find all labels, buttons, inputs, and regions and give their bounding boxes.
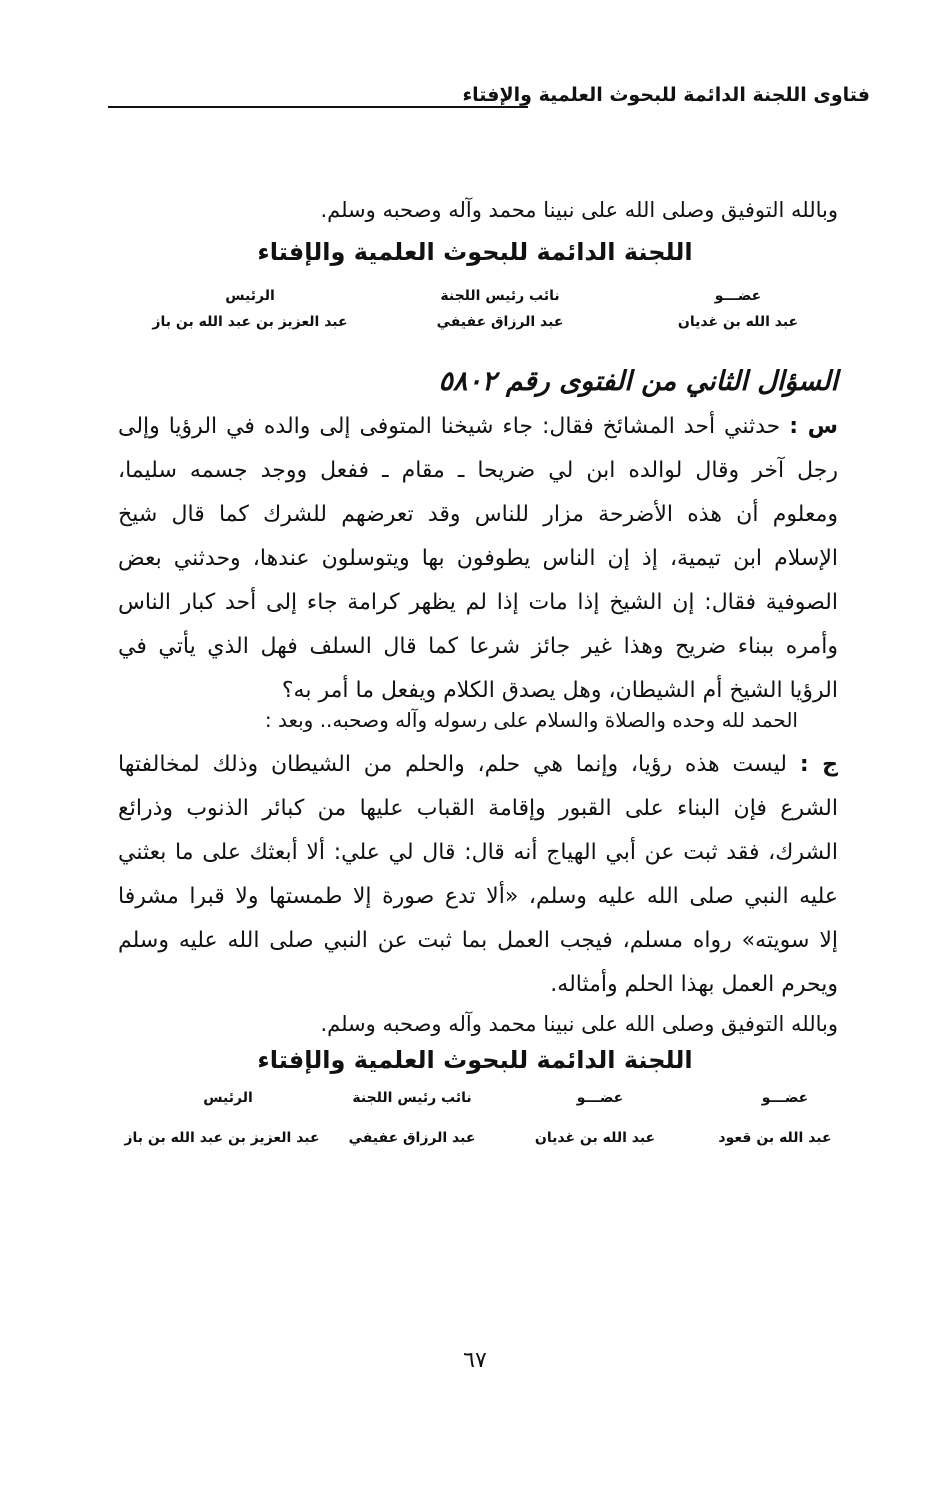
answer-line: عليه النبي صلى الله عليه وسلم، «ألا تدع صورة إلا طمستها ولا قبرا مشرفا	[118, 884, 838, 909]
closing-line: وبالله التوفيق وصلى الله على نبينا محمد وآله وصحبه وسلم.	[320, 1012, 838, 1036]
question-line: الإسلام ابن تيمية، إذ إن الناس يطوفون بها ويتوسلون عندها، وحدثني بعض	[118, 546, 838, 571]
question-line: وأمره ببناء ضريح وهذا غير جائز شرعا كما قال السلف فهل الذي يأتي في	[118, 634, 838, 659]
signatory-role: نائب رئيس اللجنة	[440, 288, 560, 304]
signatory-role: عضـــو	[761, 1090, 809, 1106]
answer-line: إلا سويته» رواه مسلم، فيجب العمل بما ثبت عن النبي صلى الله عليه وسلم	[118, 928, 838, 953]
answer-line: الشرك، فقد ثبت عن أبي الهياج أنه قال: قال لي علي: ألا أبعثك على ما بعثني	[118, 840, 838, 865]
committee-heading: اللجنة الدائمة للبحوث العلمية والإفتاء	[257, 1046, 693, 1074]
signatory-role: الرئيس	[225, 288, 275, 304]
answer-preface: الحمد لله وحده والصلاة والسلام على رسوله وآله وصحبه.. وبعد :	[264, 708, 798, 732]
signatory-role: الرئيس	[203, 1090, 253, 1106]
signatory-name: عبد الرزاق عفيفي	[436, 314, 564, 330]
signatory-role: عضـــو	[576, 1090, 624, 1106]
answer-line: ويحرم العمل بهذا الحلم وأمثاله.	[550, 972, 838, 997]
closing-line: وبالله التوفيق وصلى الله على نبينا محمد وآله وصحبه وسلم.	[320, 198, 838, 222]
question-line: ومعلوم أن هذه الأضرحة مزار للناس وقد تعرضهم للشرك كما قال شيخ	[118, 502, 838, 527]
question-line: الرؤيا الشيخ أم الشيطان، وهل يصدق الكلام ويفعل ما أمر به؟	[281, 678, 838, 703]
signatory-name: عبد الله بن قعود	[718, 1130, 832, 1146]
signatory-name: عبد الله بن غديان	[534, 1130, 656, 1146]
answer-body	[118, 708, 838, 998]
answer-line: الشرع فإن البناء على القبور وإقامة القباب عليها من كبائر الذنوب وذرائع	[118, 796, 838, 821]
committee-heading: اللجنة الدائمة للبحوث العلمية والإفتاء	[257, 238, 693, 266]
question-title: السؤال الثاني من الفتوى رقم ٥٨٠٢	[438, 366, 838, 397]
running-header	[108, 84, 870, 118]
page-number: ٦٧	[463, 1348, 487, 1373]
question-line	[118, 414, 838, 439]
header-rule	[108, 106, 528, 108]
signatory-role: نائب رئيس اللجنة	[352, 1090, 472, 1106]
signatory-name: عبد العزيز بن عبد الله بن باز	[124, 1130, 320, 1146]
signatory-role: عضـــو	[714, 288, 762, 304]
answer-line	[118, 752, 838, 777]
signatory-name: عبد العزيز بن عبد الله بن باز	[152, 314, 348, 330]
question-body	[118, 414, 838, 714]
signatory-name: عبد الله بن غديان	[677, 314, 799, 330]
question-label: س :	[789, 414, 838, 439]
running-title: فتاوى اللجنة الدائمة للبحوث العلمية والإفتاء	[462, 84, 870, 106]
question-line-text: حدثني أحد المشائخ فقال: جاء شيخنا المتوفى إلى والده في الرؤيا وإلى	[118, 414, 781, 439]
question-line: رجل آخر وقال لوالده ابن لي ضريحا ـ مقام ـ ففعل ووجد جسمه سليما،	[118, 458, 838, 483]
question-line: الصوفية فقال: إن الشيخ إذا مات إذا لم يظهر كرامة جاء إلى أحد كبار الناس	[118, 590, 838, 615]
answer-label: ج :	[799, 752, 838, 777]
signatory-name: عبد الرزاق عفيفي	[348, 1130, 476, 1146]
answer-line-text: ليست هذه رؤيا، وإنما هي حلم، والحلم من الشيطان وذلك لمخالفتها	[118, 752, 787, 777]
